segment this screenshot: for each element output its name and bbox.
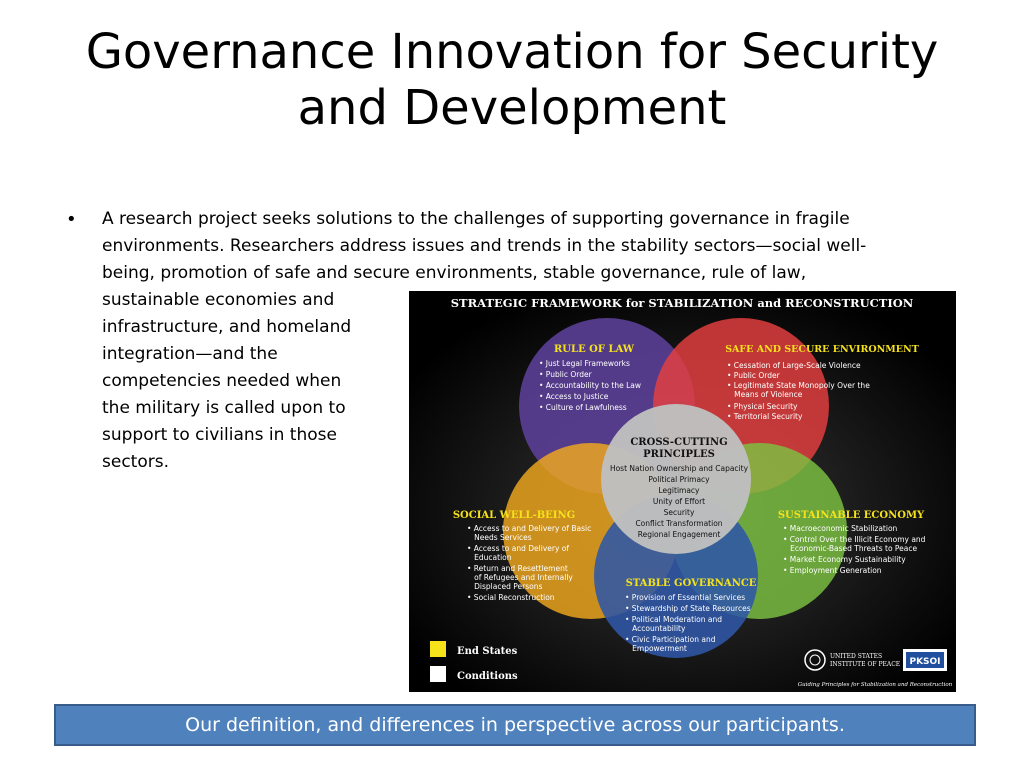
cross-cutting-item: Conflict Transformation	[635, 519, 723, 528]
governance-item: • Stewardship of State Resources	[625, 604, 751, 613]
figure-header: STRATEGIC FRAMEWORK for STABILIZATION and RECONSTRUCTION	[450, 296, 914, 310]
bullet-line: A research project seeks solutions to the challenges of supporting governance in fragile	[102, 209, 850, 229]
economy-item: Economic-Based Threats to Peace	[783, 544, 918, 553]
social-item: Education	[467, 553, 512, 562]
social-item: • Social Reconstruction	[467, 593, 555, 602]
rule-of-law-item: • Public Order	[539, 370, 592, 379]
strategic-framework-figure	[409, 291, 956, 692]
cross-cutting-item: Security	[663, 508, 695, 517]
caption-text: Our definition, and differences in perspective across our participants.	[185, 714, 845, 736]
bullet-line: the military is called upon to	[102, 398, 346, 418]
cross-cutting-item: Unity of Effort	[652, 497, 706, 506]
bullet-line: being, promotion of safe and secure environments, stable governance, rule of law,	[102, 263, 807, 283]
social-item: • Access to and Delivery of Basic	[467, 524, 592, 533]
rule-of-law-item: • Culture of Lawfulness	[539, 403, 627, 412]
pksoi-logo	[903, 649, 947, 671]
rule-of-law-item: • Just Legal Frameworks	[539, 359, 630, 368]
economy-item: • Market Economy Sustainability	[783, 555, 906, 564]
economy-item: • Employment Generation	[783, 566, 882, 575]
safe-secure-item: • Territorial Security	[727, 412, 803, 421]
safe-secure-title: SAFE AND SECURE ENVIRONMENT	[725, 344, 919, 355]
bullet-line: sectors.	[102, 452, 169, 472]
figure-footer: Guiding Principles for Stabilization and Reconstruction	[797, 682, 953, 688]
bullet-line: competencies needed when	[102, 371, 342, 391]
rule-of-law-item: • Access to Justice	[539, 392, 609, 401]
sustainable-economy-title: SUSTAINABLE ECONOMY	[777, 510, 925, 521]
legend-label-conditions: Conditions	[457, 671, 518, 682]
governance-item: Empowerment	[625, 644, 687, 653]
governance-item: Accountability	[625, 624, 686, 633]
bullet-line: sustainable economies and	[102, 290, 335, 310]
bullet-line: infrastructure, and homeland	[102, 317, 352, 337]
governance-item: • Civic Participation and	[625, 635, 716, 644]
slide-title	[0, 24, 1024, 136]
pksoi-text: PKSOI	[909, 657, 941, 667]
governance-item: • Political Moderation and	[625, 615, 723, 624]
bullet-line: support to civilians in those	[102, 425, 337, 445]
caption-banner	[54, 704, 976, 746]
title-line-2: and Development	[297, 80, 727, 136]
social-item: of Refugees and Internally	[467, 573, 573, 582]
usip-name-line: UNITED STATES	[830, 653, 883, 660]
cross-cutting-item: Legitimacy	[658, 486, 700, 495]
legend-label-end-states: End States	[457, 646, 518, 657]
legend-swatch-end-states	[430, 641, 446, 657]
bullet-line: integration—and the	[102, 344, 278, 364]
safe-secure-item: • Cessation of Large-Scale Violence	[727, 361, 861, 370]
rule-of-law-item: • Accountability to the Law	[539, 381, 641, 390]
bullet-marker: •	[66, 209, 77, 230]
stable-governance-title: STABLE GOVERNANCE	[625, 578, 757, 589]
legend-swatch-conditions	[430, 666, 446, 682]
economy-item: • Macroeconomic Stabilization	[783, 524, 898, 533]
social-well-being-title: SOCIAL WELL-BEING	[452, 510, 576, 521]
social-item: Needs Services	[467, 533, 532, 542]
social-item: Displaced Persons	[467, 582, 543, 591]
social-item: • Access to and Delivery of	[467, 544, 570, 553]
safe-secure-item: • Physical Security	[727, 402, 798, 411]
usip-name-line: INSTITUTE OF PEACE	[830, 661, 901, 668]
safe-secure-item: • Public Order	[727, 371, 780, 380]
cross-cutting-item: Regional Engagement	[637, 530, 721, 539]
bullet-line: environments. Researchers address issues and trends in the stability sectors—social well-	[102, 236, 867, 256]
title-line-1: Governance Innovation for Security	[85, 24, 939, 80]
cross-cutting-item: Political Primacy	[648, 475, 710, 484]
social-item: • Return and Resettlement	[467, 564, 568, 573]
rule-of-law-title: RULE OF LAW	[554, 344, 634, 355]
safe-secure-item: Means of Violence	[727, 390, 803, 399]
cross-cutting-item: Host Nation Ownership and Capacity	[609, 464, 749, 473]
economy-item: • Control Over the Illicit Economy and	[783, 535, 926, 544]
cross-cutting-title-line: CROSS-CUTTING	[630, 437, 728, 448]
framework-diagram	[409, 291, 956, 692]
cross-cutting-title-line: PRINCIPLES	[643, 449, 715, 460]
governance-item: • Provision of Essential Services	[625, 593, 746, 602]
safe-secure-item: • Legitimate State Monopoly Over the	[727, 381, 870, 390]
